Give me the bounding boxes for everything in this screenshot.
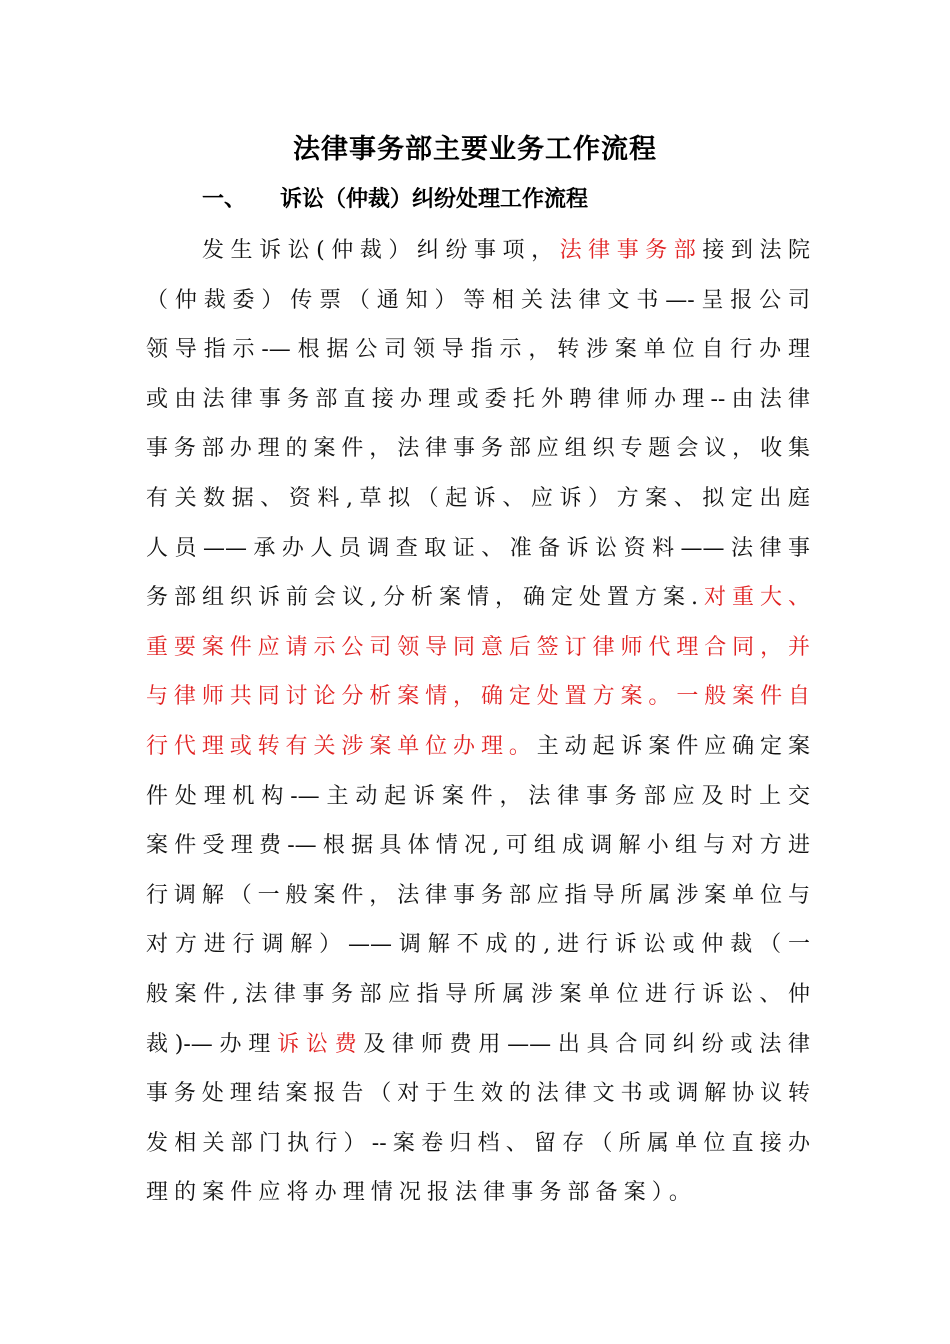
highlighted-text: 行代理或转有关涉案单位办理。 xyxy=(146,733,537,759)
paragraph-line xyxy=(146,970,810,1020)
paragraph-text: 人员——承办人员调查取证、准备诉讼资料——法律事 xyxy=(146,535,810,561)
paragraph-line xyxy=(146,1168,810,1218)
section-number: 一、 xyxy=(202,187,247,212)
highlighted-text: 与律师共同讨论分析案情，确定处置方案。一般案件自 xyxy=(146,684,810,710)
paragraph-text: 对方进行调解）——调解不成的,进行诉讼或仲裁（一 xyxy=(146,932,810,958)
paragraph-line xyxy=(146,821,810,871)
paragraph-line xyxy=(146,1119,810,1169)
paragraph-line xyxy=(146,1020,810,1070)
paragraph-line xyxy=(146,573,810,623)
paragraph-line xyxy=(146,722,810,772)
paragraph-text: 主动起诉案件应确定案 xyxy=(536,733,810,759)
paragraph-text: 裁)-—办理 xyxy=(146,1031,278,1057)
section-heading-text: 诉讼（仲裁）纠纷处理工作流程 xyxy=(280,187,589,212)
paragraph-line xyxy=(146,524,810,574)
highlighted-text: 法律事务部 xyxy=(559,238,703,263)
paragraph-text: 般案件,法律事务部应指导所属涉案单位进行诉讼、仲 xyxy=(146,981,810,1007)
paragraph-text: 件处理机构-—主动起诉案件，法律事务部应及时上交 xyxy=(146,783,810,809)
paragraph-line xyxy=(146,276,810,326)
paragraph-line xyxy=(146,226,810,276)
paragraph-text: 有关数据、资料,草拟（起诉、应诉）方案、拟定出庭 xyxy=(146,485,810,511)
paragraph-text: 或由法律事务部直接办理或委托外聘律师办理--由法律 xyxy=(146,386,810,412)
paragraph-line xyxy=(146,474,810,524)
paragraph-text: 发生诉讼(仲裁）纠纷事项， xyxy=(202,238,560,263)
paragraph-text: 理的案件应将办理情况报法律事务部备案）。 xyxy=(146,1180,698,1206)
paragraph-line xyxy=(146,375,810,425)
paragraph-line xyxy=(146,920,810,970)
paragraph-line xyxy=(146,871,810,921)
paragraph-text: 行调解（一般案件，法律事务部应指导所属涉案单位与 xyxy=(146,882,810,908)
paragraph-line xyxy=(146,772,810,822)
section-heading xyxy=(202,178,588,222)
paragraph-text: 领导指示-—根据公司领导指示，转涉案单位自行办理 xyxy=(146,337,810,363)
paragraph-text: 事务部办理的案件，法律事务部应组织专题会议，收集 xyxy=(146,436,810,462)
paragraph-text: 接到法院 xyxy=(702,238,810,263)
paragraph-line xyxy=(146,424,810,474)
paragraph-line xyxy=(146,325,810,375)
paragraph-line xyxy=(146,623,810,673)
highlighted-text: 诉讼费 xyxy=(277,1031,364,1057)
document-title: 法律事务部主要业务工作流程 xyxy=(293,134,657,165)
paragraph-line xyxy=(146,1069,810,1119)
paragraph-text: 案件受理费-—根据具体情况,可组成调解小组与对方进 xyxy=(146,833,810,859)
highlighted-text: 对重大、 xyxy=(697,585,810,611)
body-paragraph xyxy=(146,226,810,1218)
paragraph-text: 及律师费用——出具合同纠纷或法律 xyxy=(363,1031,810,1057)
paragraph-text: 发相关部门执行）--案卷归档、留存（所属单位直接办 xyxy=(146,1130,810,1156)
paragraph-text: （仲裁委）传票（通知）等相关法律文书—-呈报公司 xyxy=(146,287,810,313)
paragraph-text: 事务处理结案报告（对于生效的法律文书或调解协议转 xyxy=(146,1081,810,1107)
highlighted-text: 重要案件应请示公司领导同意后签订律师代理合同，并 xyxy=(146,634,810,660)
paragraph-line xyxy=(146,672,810,722)
paragraph-text: 务部组织诉前会议,分析案情，确定处置方案. xyxy=(146,585,698,611)
